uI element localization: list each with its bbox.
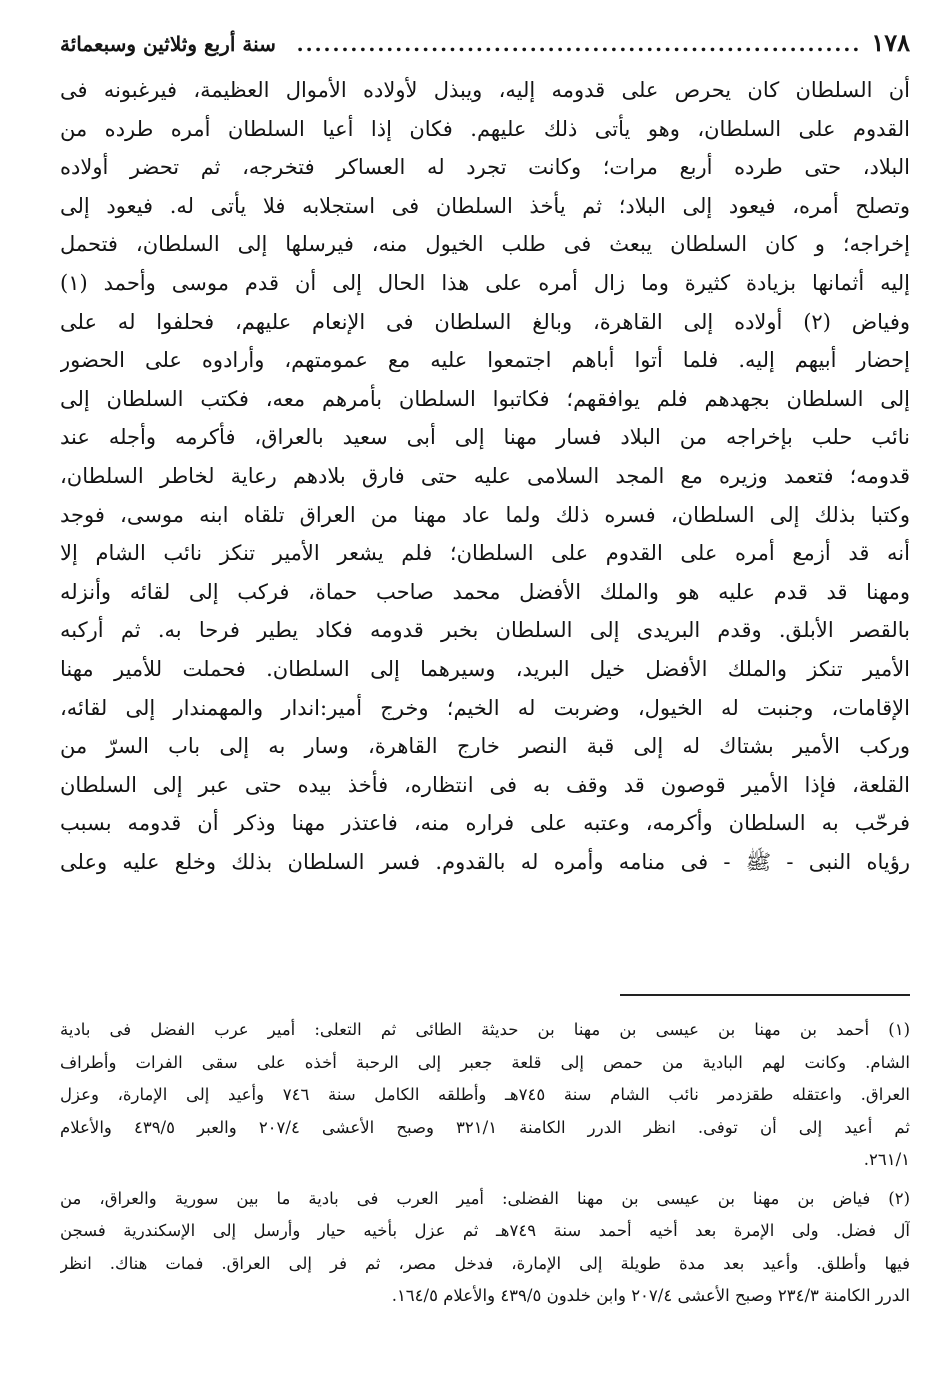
book-page xyxy=(60,28,910,1305)
text-line: إحضار أبيهم إليه. فلما أتوا أباهم اجتمعوا عليه مع عمومتهم، وأرادوه على الحضور xyxy=(60,348,910,373)
text-line: وركب الأمير بشتاك له إلى قبة النصر خارج القاهرة، وسار به إلى باب السرّ من xyxy=(60,734,910,759)
footnote-line: فيها وأطلق. وأعيد بعد مدة طويلة إلى الإمارة، فدخل مصر، ثم فر إلى العراق. فمات هناك. انظر xyxy=(60,1253,910,1273)
footnote-line: (١) أحمد بن مهنا بن عيسى بن مهنا بن حديثة الطائى ثم التعلى: أمير عرب الفضل فى بادية xyxy=(60,1020,910,1039)
footnote-line: الشام. وكانت لهم البادية من حمص إلى قلعة جعبر إلى الرحبة أخذه على سقى الفرات وأطراف xyxy=(60,1052,910,1072)
running-title: سنة أربع وثلاثين وسبعمائة xyxy=(60,32,276,56)
text-line: فرحّب به السلطان وأكرمه، وعتبه على فراره منه، فاعتذر مهنا وذكر أن قدومه بسبب xyxy=(60,811,910,836)
footnote-line: العراق. واعتقله طقزدمر نائب الشام سنة ٧٤٥هـ وأطلقه الكامل سنة ٧٤٦ وأعيد إلى الإمارة، وعزل xyxy=(60,1085,910,1104)
footnote-line: الدرر الكامنة ٢٣٤/٣ وصبح الأعشى ٢٠٧/٤ وابن خلدون ٤٣٩/٥ والأعلام ١٦٤/٥. xyxy=(391,1286,910,1305)
header-leader-dots: ............................................................... xyxy=(296,32,862,56)
text-line: وفياض (٢) أولاده إلى القاهرة، وبالغ السلطان فى الإنعام عليهم، فحلفوا له على xyxy=(60,309,910,334)
text-line: الإقامات، وجنبت له الخيول، وضربت له الخيم؛ وخرج أمير:اندار والمهمندار إلى لقائه، xyxy=(60,695,910,720)
text-line: البلاد، حتى طرده أربع مرات؛ وكانت تجرد له العساكر فتخرجه، ثم تحضر أولاده xyxy=(60,155,910,180)
footnote-line: ثم أعيد إلى أن توفى. انظر الدرر الكامنة ٣٢١/١ وصبح الأعشى ٢٠٧/٤ والعبر ٤٣٩/٥ والأعلام xyxy=(60,1117,910,1137)
text-line: وكتبا بذلك إلى السلطان، فسره ذلك ولما عاد مهنا من العراق تلقاه ابنه موسى، فوجد xyxy=(60,502,910,527)
footnote-2 xyxy=(60,1183,910,1313)
text-line: ومهنا قد قدم عليه هو والملك الأفضل محمد صاحب حماة، فركب إلى لقائه وأنزله xyxy=(60,579,910,604)
text-line: إخراجه؛ و كان السلطان يبعث فى طلب الخيول منه، فيرسلها إلى السلطان، فتحمل xyxy=(60,232,910,257)
text-line: القلعة، فإذا الأمير قوصون قد وقف به فى انتظاره، فأخذ بيده حتى عبر إلى السلطان xyxy=(60,772,910,797)
text-line: إلى السلطان بجهدهم فلم يوافقهم؛ فكاتبوا السلطان بأمرهم معه، فكتب السلطان إلى xyxy=(60,386,910,411)
footnote-line: آل فضل. ولى الإمرة بعد أخيه أحمد سنة ٧٤٩هـ ثم عزل بأخيه حيار وأرسل إلى الإسكندرية فسجن xyxy=(60,1221,910,1240)
footnotes xyxy=(60,1014,910,1313)
page-number: ١٧٨ xyxy=(871,28,910,57)
page-header xyxy=(60,28,910,68)
text-line: أنه قد أزمع أمره على القدوم على السلطان؛ فلم يشعر الأمير تنكز نائب الشام إلا xyxy=(60,541,910,566)
footnote-separator xyxy=(620,994,910,996)
text-line: الأمير تنكز والملك الأفضل خيل البريد، وسيرهما إلى السلطان. فحملت للأمير مهنا xyxy=(60,656,910,681)
text-line: وتصلح أمره، فيعود إلى البلاد؛ ثم يأخذ السلطان فى استجلابه فلا يأتى له. فيعود إلى xyxy=(60,193,910,218)
text-line: أن السلطان كان يحرص على قدومه إليه، ويبذل لأولاده الأموال العظيمة، فيرغبونه فى xyxy=(60,78,910,102)
text-line: القدوم على السلطان، وهو يأتى ذلك عليهم. فكان إذا أعيا السلطان أمره طرده من xyxy=(60,116,910,141)
footnote-1 xyxy=(60,1014,910,1177)
footnote-line: ٢٦١/١. xyxy=(863,1150,910,1169)
text-line: نائب حلب بإخراجه من البلاد فسار مهنا إلى أبى سعيد بالعراق، فأكرمه وأجله عند xyxy=(60,425,910,450)
text-line: قدومه؛ فتعمد وزيره مع المجد السلامى عليه حتى فارق بلادهم رعاية لخاطر السلطان، xyxy=(60,463,910,488)
text-line: إليه أثمانها بزيادة كثيرة وما زال أمره على هذا الحال إلى أن قدم موسى وأحمد (١) xyxy=(60,270,910,295)
footnote-line: (٢) فياض بن مهنا بن عيسى بن مهنا الفضلى: أمير العرب فى بادية ما بين سورية والعراق، من xyxy=(60,1188,910,1208)
main-text xyxy=(60,71,910,881)
text-line: رؤياه النبى - ﷺ - فى منامه وأمره له بالقدوم. فسر السلطان بذلك وخلع عليه وعلى xyxy=(60,849,910,874)
text-line: بالقصر الأبلق. وقدم البريدى إلى السلطان بخبر قدومه فكاد يطير فرحا به. ثم أركبه xyxy=(60,618,910,643)
